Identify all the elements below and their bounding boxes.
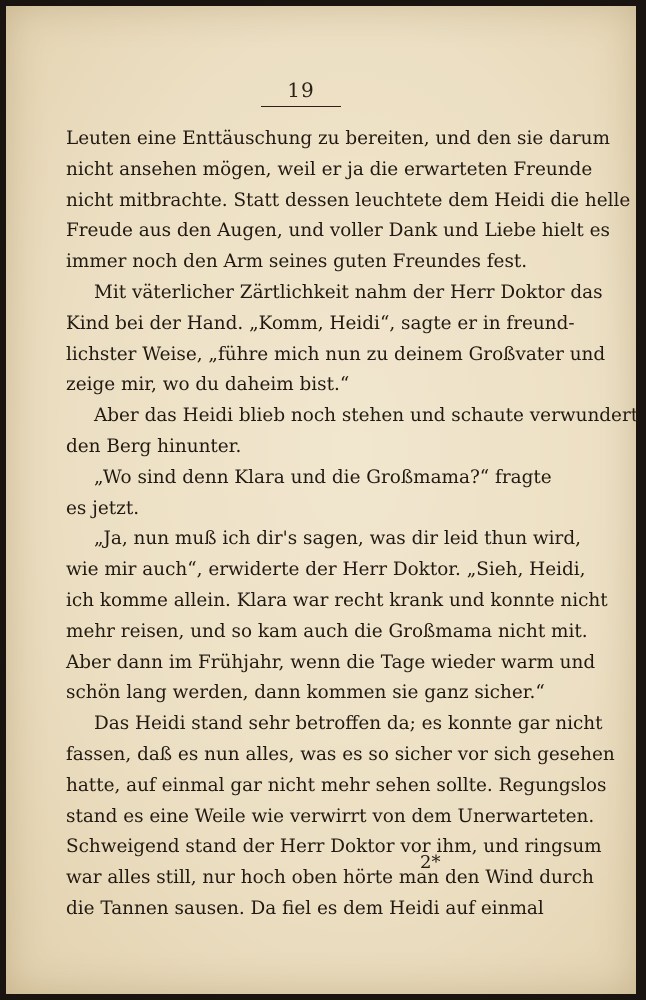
text-line: ich komme allein. Klara war recht krank und konnte nicht <box>66 589 608 611</box>
body-text <box>66 124 639 925</box>
book-page <box>6 6 639 994</box>
page-number: 19 <box>287 78 315 102</box>
text-line: Freude aus den Augen, und voller Dank und Liebe hielt es <box>66 220 610 242</box>
text-line: Das Heidi stand sehr betroffen da; es konnte gar nicht <box>94 713 603 735</box>
text-line: nicht mitbrachte. Statt dessen leuchtete dem Heidi die helle <box>66 189 631 211</box>
text-line: wie mir auch“, erwiderte der Herr Doktor. „Sieh, Heidi, <box>66 559 586 581</box>
text-line: Aber das Heidi blieb noch stehen und schaute verwundert <box>94 405 639 427</box>
text-line: lichster Weise, „führe mich nun zu deinem Großvater und <box>66 343 606 365</box>
text-line: die Tannen sausen. Da fiel es dem Heidi auf einmal <box>66 897 544 919</box>
text-line: schön lang werden, dann kommen sie ganz sicher.“ <box>66 682 545 704</box>
text-line: nicht ansehen mögen, weil er ja die erwarteten Freunde <box>66 158 593 180</box>
text-line: „Ja, nun muß ich dir's sagen, was dir leid thun wird, <box>94 528 581 550</box>
text-line: Kind bei der Hand. „Komm, Heidi“, sagte er in freund- <box>66 312 575 334</box>
text-line: mehr reisen, und so kam auch die Großmama nicht mit. <box>66 620 588 642</box>
text-line: Leuten eine Enttäuschung zu bereiten, und den sie darum <box>66 128 610 149</box>
text-line: immer noch den Arm seines guten Freundes fest. <box>66 251 528 273</box>
text-line: hatte, auf einmal gar nicht mehr sehen sollte. Regungslos <box>66 774 607 796</box>
text-line: es jetzt. <box>66 497 140 519</box>
text-line: war alles still, nur hoch oben hörte man den Wind durch <box>66 867 594 889</box>
signature-mark: 2* <box>420 852 441 873</box>
text-line: Aber dann im Frühjahr, wenn die Tage wieder warm und <box>66 651 596 673</box>
text-line: den Berg hinunter. <box>66 435 242 457</box>
text-line: zeige mir, wo du daheim bist.“ <box>66 374 350 396</box>
text-line: „Wo sind denn Klara und die Großmama?“ fragte <box>94 466 552 488</box>
page-number-rule <box>261 106 341 107</box>
text-line: fassen, daß es nun alles, was es so sicher vor sich gesehen <box>66 743 615 765</box>
text-line: Schweigend stand der Herr Doktor vor ihm, und ringsum <box>66 836 602 858</box>
text-line: stand es eine Weile wie verwirrt von dem Unerwarteten. <box>66 805 595 827</box>
text-line: Mit väterlicher Zärtlichkeit nahm der Herr Doktor das <box>94 281 603 303</box>
